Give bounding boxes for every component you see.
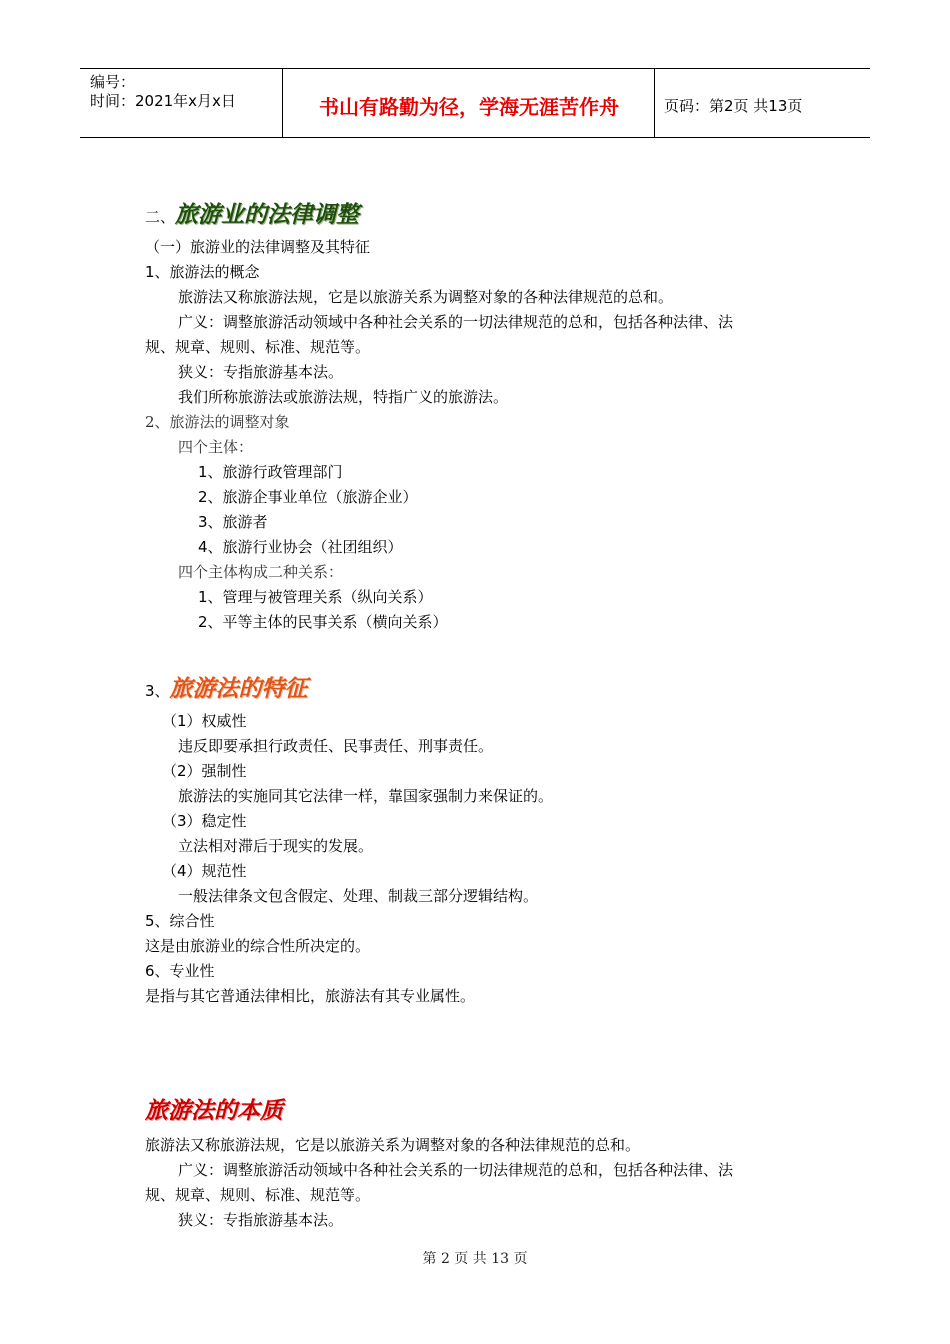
list-item: 1、管理与被管理关系（纵向关系） <box>198 588 433 606</box>
paragraph: 旅游法又称旅游法规，它是以旅游关系为调整对象的各种法律规范的总和。 <box>178 288 674 306</box>
item-5-title: 5、综合性 <box>145 912 215 930</box>
document-date: 时间：2021年x月x日 <box>90 92 236 110</box>
header-page-number: 页码：第2页 共13页 <box>664 97 803 115</box>
item-3-number: 3、 <box>145 682 170 700</box>
paragraph: 狭义：专指旅游基本法。 <box>178 1211 344 1229</box>
page-footer: 第 2 页 共 13 页 <box>422 1251 528 1267</box>
subjects-label: 四个主体： <box>178 438 254 456</box>
nature-heading: 旅游法的本质 <box>145 1097 283 1124</box>
list-item: 2、旅游企事业单位（旅游企业） <box>198 488 418 506</box>
paragraph: 狭义：专指旅游基本法。 <box>178 363 344 381</box>
item-3-heading <box>145 670 308 703</box>
paragraph: 规、规章、规则、标准、规范等。 <box>145 338 371 356</box>
section-title: 旅游业的法律调整 <box>175 201 360 228</box>
header-meta <box>90 73 236 111</box>
feature-title: （3）稳定性 <box>162 812 247 830</box>
item-3-title: 旅游法的特征 <box>169 675 308 702</box>
paragraph: 旅游法又称旅游法规，它是以旅游关系为调整对象的各种法律规范的总和。 <box>145 1136 641 1154</box>
item-1-title: 1、旅游法的概念 <box>145 263 260 281</box>
list-item: 3、旅游者 <box>198 513 268 531</box>
feature-title: （1）权威性 <box>162 712 247 730</box>
paragraph: 广义：调整旅游活动领域中各种社会关系的一切法律规范的总和，包括各种法律、法 <box>178 1161 734 1179</box>
relations-label: 四个主体构成二种关系： <box>178 563 344 581</box>
list-item: 4、旅游行业协会（社团组织） <box>198 538 403 556</box>
paragraph: 旅游法的实施同其它法律一样，靠国家强制力来保证的。 <box>178 787 554 805</box>
section-heading <box>145 196 359 229</box>
paragraph: 违反即要承担行政责任、民事责任、刑事责任。 <box>178 737 494 755</box>
item-6-title: 6、专业性 <box>145 962 215 980</box>
item-2-title: 2、旅游法的调整对象 <box>145 413 290 431</box>
list-item: 1、旅游行政管理部门 <box>198 463 343 481</box>
paragraph: 广义：调整旅游活动领域中各种社会关系的一切法律规范的总和，包括各种法律、法 <box>178 313 734 331</box>
list-item: 2、平等主体的民事关系（横向关系） <box>198 613 448 631</box>
feature-title: （2）强制性 <box>162 762 247 780</box>
paragraph: 是指与其它普通法律相比，旅游法有其专业属性。 <box>145 987 476 1005</box>
feature-title: （4）规范性 <box>162 862 247 880</box>
paragraph: 一般法律条文包含假定、处理、制裁三部分逻辑结构。 <box>178 887 539 905</box>
subsection-title: （一）旅游业的法律调整及其特征 <box>145 238 371 256</box>
document-number: 编号： <box>90 73 136 91</box>
paragraph: 规、规章、规则、标准、规范等。 <box>145 1186 371 1204</box>
paragraph: 我们所称旅游法或旅游法规，特指广义的旅游法。 <box>178 388 509 406</box>
header-slogan: 书山有路勤为径，学海无涯苦作舟 <box>319 95 619 119</box>
paragraph: 立法相对滞后于现实的发展。 <box>178 837 374 855</box>
paragraph: 这是由旅游业的综合性所决定的。 <box>145 937 371 955</box>
document-header <box>80 68 870 138</box>
section-number: 二、 <box>145 208 176 226</box>
